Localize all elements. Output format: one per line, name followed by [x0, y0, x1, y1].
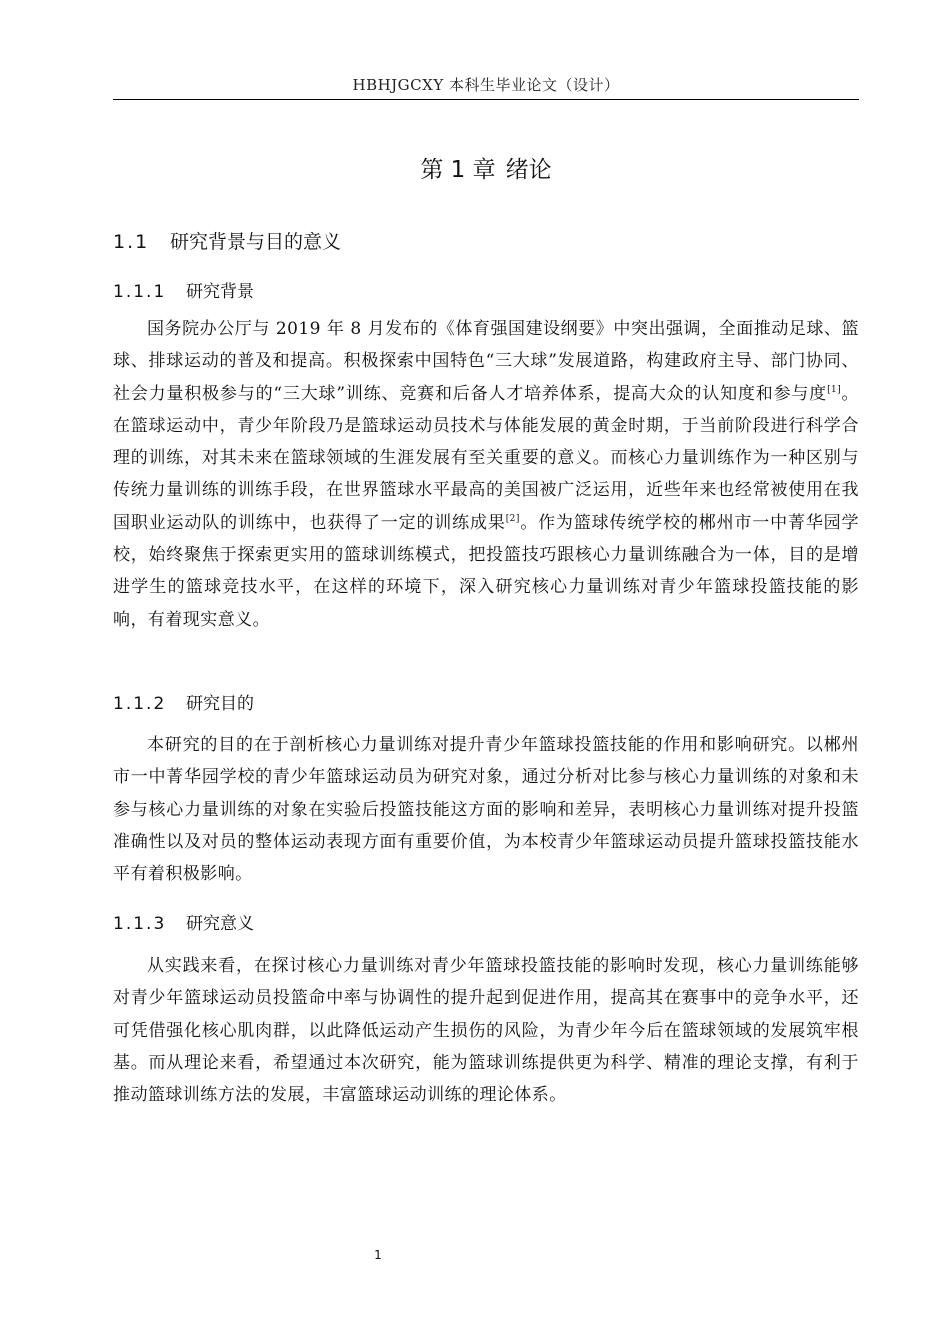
chapter-title [113, 153, 859, 187]
section-1-1-2-number: 1.1.2 [113, 694, 167, 714]
section-1-1-3-number: 1.1.3 [113, 914, 167, 934]
section-1-1-1-heading [113, 278, 254, 306]
section-1-1-number: 1.1 [113, 231, 150, 253]
section-1-1-3-heading [113, 910, 254, 938]
chapter-name: 绪论 [505, 157, 552, 183]
running-header: HBHJGCXY 本科生毕业论文（设计） [352, 76, 620, 94]
background-paragraph [113, 313, 859, 636]
section-1-1-2-heading [113, 690, 254, 718]
header-rule [113, 99, 859, 100]
citation-1: [1] [827, 384, 842, 395]
citation-2: [2] [505, 513, 520, 524]
section-1-1-title: 研究背景与目的意义 [170, 231, 342, 253]
section-1-1-3-title: 研究意义 [186, 914, 254, 934]
section-1-1-2-title: 研究目的 [186, 694, 254, 714]
section-1-1-heading [113, 227, 341, 257]
purpose-paragraph: 本研究的目的在于剖析核心力量训练对提升青少年篮球投篮技能的作用和影响研究。以郴州市一中菁华园学校的青少年篮球运动员为研究对象，通过分析对比参与核心力量训练的对象和未参与核心力量训练的对象在实验后投篮技能这方面的影响和差异，表明核心力量训练对提升投篮准确性以及对员的整体运动表现方面有重要价值，为本校青少年篮球运动员提升篮球投篮技能水平有着积极影响。 [113, 735, 859, 885]
section-1-1-1-title: 研究背景 [186, 282, 254, 302]
background-text-3: 。作为篮球传统学校的郴州市一中菁华园学校，始终聚焦于探索更实用的篮球训练模式，把投篮技巧跟核心力量训练融合为一体，目的是增进学生的篮球竞技水平，在这样的环境下，深入研究核心力量训练对青少年篮球投篮技能的影响，有着现实意义。 [113, 512, 859, 630]
section-1-1-1-number: 1.1.1 [113, 282, 167, 302]
page-number: 1 [374, 1248, 382, 1262]
significance-paragraph: 从实践来看，在探讨核心力量训练对青少年篮球投篮技能的影响时发现，核心力量训练能够对青少年篮球运动员投篮命中率与协调性的提升起到促进作用，提高其在赛事中的竞争水平，还可凭借强化核心肌肉群，以此降低运动产生损伤的风险，为青少年今后在篮球领域的发展筑牢根基。而从理论来看，希望通过本次研究，能为篮球训练提供更为科学、精准的理论支撑，有利于推动篮球训练方法的发展，丰富篮球运动训练的理论体系。 [113, 956, 859, 1106]
background-text-2: 。在篮球运动中，青少年阶段乃是篮球运动员技术与体能发展的黄金时期，于当前阶段进行科学合理的训练，对其未来在篮球领域的生涯发展有至关重要的意义。而核心力量训练作为一种区别与传统力量训练的训练手段，在世界篮球水平最高的美国被广泛运用，近些年来也经常被使用在我国职业运动队的训练中，也获得了一定的训练成果 [113, 383, 859, 533]
chapter-label: 第 1 章 [420, 157, 496, 183]
background-text-1: 国务院办公厅与 2019 年 8 月发布的《体育强国建设纲要》中突出强调，全面推动足球、篮球、排球运动的普及和提高。积极探索中国特色“三大球”发展道路，构建政府主导、部门协同、社会力量积极参与的“三大球”训练、竞赛和后备人才培养体系，提高大众的认知度和参与度 [113, 319, 859, 404]
